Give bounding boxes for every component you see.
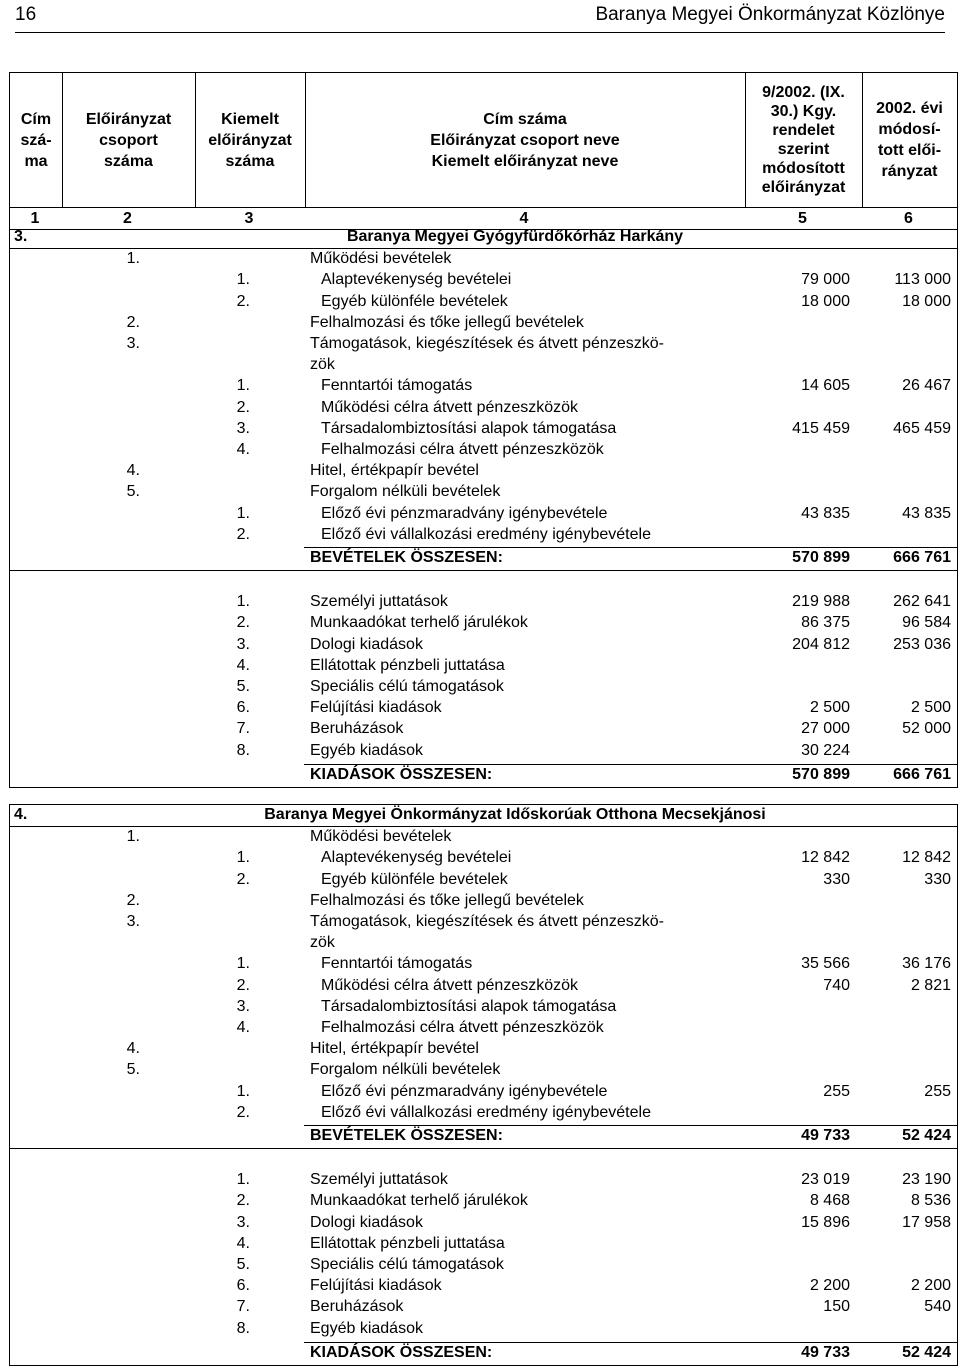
value-2002: 12 842 [902, 849, 951, 867]
value-2002: 540 [924, 1298, 951, 1316]
item-number: 2. [236, 870, 250, 888]
value-2002: 23 190 [902, 1171, 951, 1189]
frame-right [957, 208, 958, 787]
row-label: Fenntartói támogatás [321, 377, 473, 395]
value-2002: 8 536 [910, 1192, 951, 1210]
value-modified-decree: 86 375 [801, 614, 850, 632]
column-number: 1 [30, 210, 40, 227]
col-rendelet-szerinti: 9/2002. (IX. 30.) Kgy. rendelet szerint módosított előirányzat [761, 84, 846, 196]
row-label: Előző évi pénzmaradvány igénybevétele [321, 504, 608, 522]
item-number: 1. [236, 1171, 250, 1189]
item-number: 1. [236, 955, 250, 973]
value-modified-decree: 14 605 [801, 377, 850, 395]
revenue-total-v1: 570 899 [792, 549, 850, 566]
row-label: Előző évi pénzmaradvány igénybevétele [321, 1082, 608, 1100]
col-eloiranyzat-csoport: Előirányzat csoport száma [85, 110, 172, 170]
row-label: zök [310, 934, 335, 952]
item-number: 6. [236, 1277, 250, 1295]
col-cim-szama: Cím szá- ma [20, 110, 52, 170]
value-modified-decree: 23 019 [801, 1171, 850, 1189]
row-label: Hitel, értékpapír bevétel [310, 462, 479, 480]
value-modified-decree: 330 [823, 870, 850, 888]
row-label: Működési bevételek [310, 250, 452, 268]
section-number: 3. [14, 228, 28, 245]
value-modified-decree: 8 468 [809, 1192, 850, 1210]
row-label: Egyéb kiadások [310, 741, 423, 759]
row-label: Felújítási kiadások [310, 699, 442, 717]
section-title: Baranya Megyei Gyógyfürdőkórház Harkány [346, 228, 684, 245]
item-number: 5. [236, 678, 250, 695]
value-2002: 26 467 [902, 377, 951, 395]
section-title: Baranya Megyei Önkormányzat Időskorúak Otthona Mecsekjánosi [264, 806, 766, 823]
value-2002: 18 000 [902, 292, 951, 310]
group-number: 5. [126, 1061, 140, 1079]
value-modified-decree: 15 896 [801, 1213, 850, 1231]
row-label: Működési célra átvett pénzeszközök [321, 976, 579, 994]
row-label: Munkaadókat terhelő járulékok [310, 614, 528, 632]
row-label: Forgalom nélküli bevételek [310, 483, 501, 501]
value-2002: 255 [924, 1082, 951, 1100]
revenue-total-label: BEVÉTELEK ÖSSZESEN: [310, 1127, 503, 1144]
row-label: Forgalom nélküli bevételek [310, 1061, 501, 1079]
value-modified-decree: 12 842 [801, 849, 850, 867]
value-2002: 465 459 [893, 419, 951, 437]
value-2002: 43 835 [902, 504, 951, 522]
value-2002: 330 [924, 870, 951, 888]
column-number: 4 [519, 210, 529, 227]
row-label: Működési célra átvett pénzeszközök [321, 398, 579, 416]
row-label: Támogatások, kiegészítések és átvett pénzeszkö- [310, 913, 664, 930]
revenue-total-v2: 52 424 [902, 1127, 951, 1144]
section-title-rule [9, 826, 958, 827]
value-2002: 2 821 [910, 976, 951, 994]
column-number: 5 [798, 210, 807, 227]
item-number: 1. [236, 504, 250, 522]
value-modified-decree: 255 [823, 1082, 850, 1100]
block-rule [9, 1365, 958, 1366]
block-rule [9, 570, 958, 571]
block-rule [9, 787, 958, 788]
item-number: 3. [236, 419, 250, 437]
item-number: 4. [236, 441, 250, 458]
row-label: Személyi juttatások [310, 593, 448, 611]
row-label: Egyéb különféle bevételek [321, 292, 508, 310]
group-number: 3. [126, 335, 140, 352]
value-modified-decree: 204 812 [792, 635, 850, 653]
value-modified-decree: 150 [823, 1298, 850, 1316]
item-number: 4. [236, 656, 250, 674]
value-2002: 2 500 [910, 699, 951, 717]
value-2002: 36 176 [902, 955, 951, 973]
group-number: 2. [126, 313, 140, 331]
row-label: Felújítási kiadások [310, 1277, 442, 1295]
row-label: Felhalmozási célra átvett pénzeszközök [321, 1019, 604, 1036]
item-number: 2. [236, 614, 250, 632]
expense-total-label: KIADÁSOK ÖSSZESEN: [310, 765, 493, 783]
page-header [15, 0, 945, 32]
row-label: Munkaadókat terhelő járulékok [310, 1192, 528, 1210]
frame-left [9, 805, 10, 1365]
item-number: 2. [236, 525, 250, 543]
value-modified-decree: 35 566 [801, 955, 850, 973]
group-number: 5. [126, 483, 140, 501]
column-header-table [9, 72, 958, 208]
row-label: Fenntartói támogatás [321, 955, 473, 973]
value-modified-decree: 2 200 [809, 1277, 850, 1295]
item-number: 3. [236, 635, 250, 653]
row-label: Személyi juttatások [310, 1171, 448, 1189]
row-label: Beruházások [310, 720, 404, 738]
value-2002: 17 958 [902, 1213, 951, 1231]
item-number: 8. [236, 1319, 250, 1337]
item-number: 7. [236, 720, 250, 738]
row-label: Ellátottak pénzbeli juttatása [310, 656, 505, 674]
row-label: Egyéb különféle bevételek [321, 870, 508, 888]
item-number: 3. [236, 1213, 250, 1231]
row-label: Működési bevételek [310, 828, 452, 846]
group-number: 3. [126, 913, 140, 930]
expense-total-v2: 666 761 [893, 765, 951, 783]
revenue-total-label: BEVÉTELEK ÖSSZESEN: [310, 549, 503, 566]
row-label: Felhalmozási célra átvett pénzeszközök [321, 441, 604, 458]
revenue-total-v2: 666 761 [893, 549, 951, 566]
revenue-total-v1: 49 733 [801, 1127, 850, 1144]
col-modositott: 2002. évi módosí- tott elői- rányzat [876, 100, 943, 180]
group-number: 1. [126, 250, 140, 268]
expense-total-label: KIADÁSOK ÖSSZESEN: [310, 1343, 493, 1361]
item-number: 4. [236, 1019, 250, 1036]
col-nev: Cím száma Előirányzat csoport neve Kiemelt előirányzat neve [430, 110, 620, 170]
row-label: Ellátottak pénzbeli juttatása [310, 1234, 505, 1252]
value-2002: 113 000 [894, 271, 951, 289]
row-label: zök [310, 356, 335, 374]
item-number: 1. [236, 377, 250, 395]
group-number: 4. [126, 1040, 140, 1058]
value-2002: 52 000 [902, 720, 951, 738]
row-label: Társadalombiztosítási alapok támogatása [321, 997, 617, 1015]
row-label: Speciális célú támogatások [310, 1256, 504, 1273]
row-label: Társadalombiztosítási alapok támogatása [321, 419, 617, 437]
header-rule [15, 32, 945, 33]
item-number: 4. [236, 1234, 250, 1252]
value-2002: 262 641 [893, 593, 951, 611]
publication-title: Baranya Megyei Önkormányzat Közlönye [595, 4, 945, 25]
item-number: 7. [236, 1298, 250, 1316]
item-number: 6. [236, 699, 250, 717]
row-label: Felhalmozási és tőke jellegű bevételek [310, 313, 584, 331]
page-number: 16 [15, 4, 37, 25]
value-modified-decree: 219 988 [792, 593, 850, 611]
row-label: Felhalmozási és tőke jellegű bevételek [310, 891, 584, 909]
value-modified-decree: 18 000 [801, 292, 850, 310]
item-number: 2. [236, 1103, 250, 1121]
column-number: 2 [123, 210, 132, 227]
frame-right [957, 805, 958, 1365]
item-number: 5. [236, 1256, 250, 1273]
section-title-rule [9, 248, 958, 249]
row-label: Hitel, értékpapír bevétel [310, 1040, 479, 1058]
expense-total-v2: 52 424 [902, 1343, 951, 1361]
value-modified-decree: 30 224 [801, 741, 850, 759]
item-number: 8. [236, 741, 250, 759]
group-number: 2. [126, 891, 140, 909]
group-number: 4. [126, 462, 140, 480]
row-label: Beruházások [310, 1298, 404, 1316]
item-number: 1. [236, 271, 250, 289]
value-modified-decree: 27 000 [801, 720, 850, 738]
expense-total-v1: 49 733 [801, 1343, 850, 1361]
row-label: Alaptevékenység bevételei [321, 271, 512, 289]
frame-left [9, 208, 10, 787]
row-label: Támogatások, kiegészítések és átvett pénzeszkö- [310, 335, 664, 352]
value-modified-decree: 415 459 [792, 419, 850, 437]
value-modified-decree: 740 [823, 976, 850, 994]
column-number: 3 [244, 210, 254, 227]
row-label: Dologi kiadások [310, 635, 423, 653]
item-number: 2. [236, 398, 250, 416]
row-label: Előző évi vállalkozási eredmény igénybevétele [321, 1103, 651, 1121]
value-2002: 96 584 [902, 614, 951, 632]
item-number: 1. [236, 849, 250, 867]
item-number: 2. [236, 1192, 250, 1210]
group-number: 1. [126, 828, 140, 846]
value-modified-decree: 2 500 [809, 699, 850, 717]
item-number: 1. [236, 593, 250, 611]
item-number: 1. [236, 1082, 250, 1100]
section-number: 4. [14, 806, 28, 823]
value-modified-decree: 43 835 [801, 504, 850, 522]
row-label: Alaptevékenység bevételei [321, 849, 512, 867]
row-label: Egyéb kiadások [310, 1319, 423, 1337]
item-number: 3. [236, 997, 250, 1015]
col-kiemelt-eloiranyzat: Kiemelt előirányzat száma [208, 110, 292, 170]
block-rule [9, 1148, 958, 1149]
row-label: Előző évi vállalkozási eredmény igénybevétele [321, 525, 651, 543]
expense-total-v1: 570 899 [792, 765, 850, 783]
column-number: 6 [904, 210, 913, 227]
item-number: 2. [236, 292, 250, 310]
value-2002: 2 200 [910, 1277, 951, 1295]
value-2002: 253 036 [893, 635, 951, 653]
item-number: 2. [236, 976, 250, 994]
row-label: Speciális célú támogatások [310, 678, 504, 695]
row-label: Dologi kiadások [310, 1213, 423, 1231]
value-modified-decree: 79 000 [801, 271, 850, 289]
